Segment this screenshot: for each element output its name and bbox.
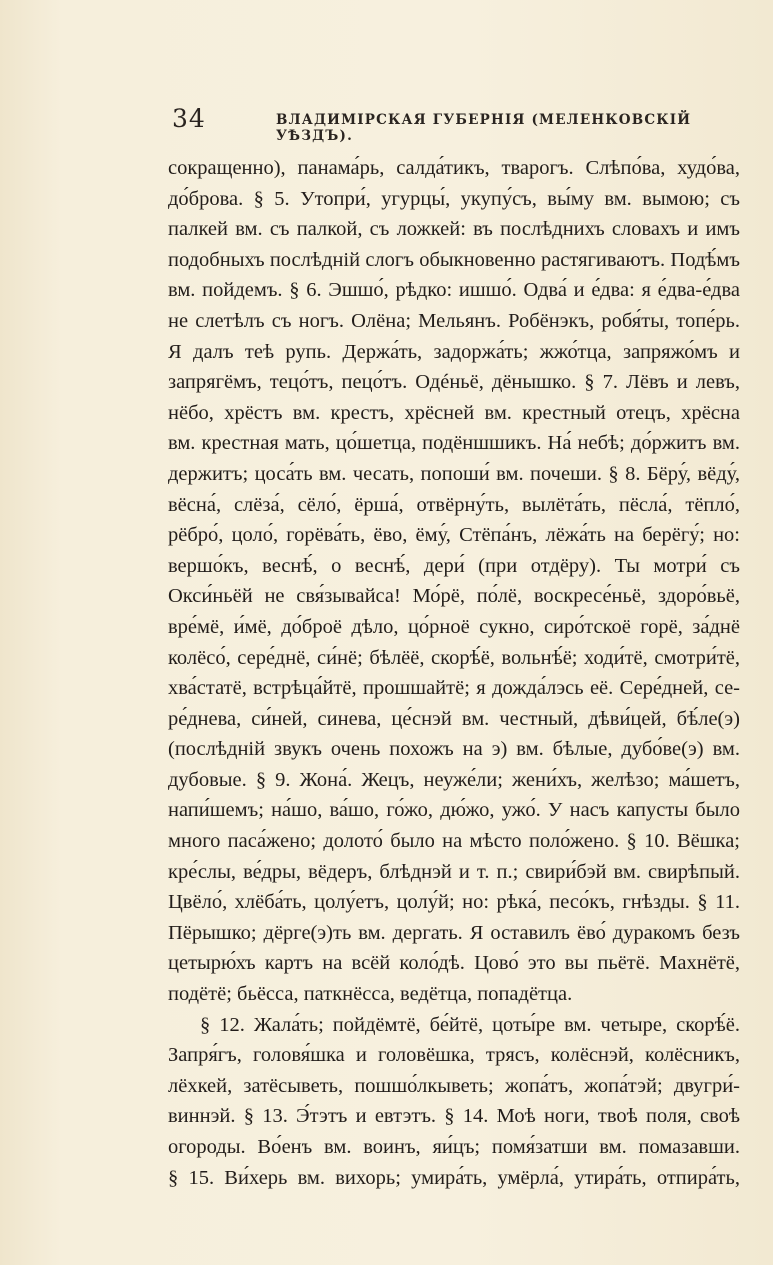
text-line: виннэй. § 13. Э́тэтъ и евтэтъ. § 14. Моѣ ноги, твоѣ поля, своѣ: [168, 1105, 740, 1128]
text-line: Окси́ньёй не свя́зывайса! Мо́рё, по́лё, воскресе́ньё, здоро́вьё,: [168, 585, 740, 608]
page-header: [168, 104, 738, 144]
paragraph-1: [168, 153, 740, 1010]
text-line: сокращенно), панама́рь, салда́тикъ, тварогъ. Слѣпо́ва, худо́ва,: [168, 157, 740, 179]
paragraph-2: [168, 1010, 740, 1194]
text-line: колёсо́, сере́днё, си́нё; бѣлёё, скорѣ́ё, вольнѣ́ё; ходи́тё, смотри́тё,: [168, 646, 740, 669]
text-line: подобныхъ послѣдній слогъ обыкновенно растягиваютъ. Подѣ́мъ: [168, 248, 740, 271]
text-line: до́брова. § 5. Утопри́, угурцы́, укупу́съ, вы́му вм. вымою; съ: [168, 187, 740, 210]
page-number: 34: [172, 104, 206, 133]
text-line: § 12. Жала́ть; пойдёмтё, бе́йтё, цоты́ре вм. четыре, скорѣ́ё.: [200, 1013, 740, 1036]
text-line: палкей вм. съ палкой, съ ложкей: въ послѣднихъ словахъ и имъ: [168, 218, 740, 241]
body-text: [168, 153, 740, 1193]
text-line: огороды. Во́енъ вм. воинъ, яи́цъ; помя́затши вм. помазавши.: [168, 1136, 740, 1158]
text-line: (послѣдній звукъ очень похожъ на э) вм. бѣлые, дубо́ве(э) вм.: [168, 738, 740, 761]
text-line: лёхкей, затёсыветь, пошшо́лкыветь; жопа́тъ, жопа́тэй; двугри́-: [168, 1074, 740, 1097]
text-line: вм. пойдемъ. § 6. Эшшо́, рѣдко: ишшо́. Одва́ и е́два: я е́два-е́два: [168, 279, 740, 302]
text-line: Запря́гъ, головя́шка и головёшка, трясъ, колёснэй, колёсникъ,: [168, 1044, 740, 1067]
text-line: Пёрышко; дёрге(э)ть вм. дергать. Я оставилъ ёво́ дуракомъ безъ: [168, 921, 740, 944]
text-line: вм. крестная мать, цо́шетца, подёншшикъ. На́ небѣ; до́ржитъ вм.: [168, 432, 740, 455]
text-line: запрягёмъ, тецо́тъ, пецо́тъ. Одéньё, дёнышко. § 7. Лёвъ и левъ,: [168, 371, 740, 394]
text-line: напи́шемъ; на́шо, ва́шо, го́жо, дю́жо, ужо́. У насъ капусты было: [168, 799, 740, 822]
text-line: подётё; бьёсса, паткнёсса, ведётца, попадётца.: [168, 983, 573, 1006]
running-title: ВЛАДИМІРСКАЯ ГУБЕРНІЯ (МЕЛЕНКОВСКІЙ УѢЗДЪ).: [276, 112, 692, 144]
text-line: хва́статё, встрѣца́йтё, прошшайтё; я дожда́лэсь её. Сере́дней, се-: [168, 677, 740, 700]
text-line: § 15. Ви́херь вм. вихорь; умира́ть, умёрла́, утира́ть, отпира́ть,: [168, 1166, 740, 1189]
text-line: рёбро́, цоло́, горёва́ть, ёво, ёму́, Стёпа́нъ, лёжа́ть на берёгу́; но:: [168, 524, 740, 547]
text-line: Цвёло́, хлёба́ть, цолу́етъ, цолу́й; но: рѣка́, песо́къ, гнѣзды. § 11.: [168, 891, 740, 914]
text-line: Я далъ теѣ рупь. Держа́ть, задоржа́ть; жжо́тца, запряжо́мъ и: [168, 340, 740, 363]
text-line: держитъ; цоса́ть вм. чесать, попоши́ вм. почеши. § 8. Бёру́, вёду́,: [168, 462, 740, 485]
text-line: ре́днева, си́ней, синева, це́снэй вм. честный, дѣви́цей, бѣ́ле(э): [168, 707, 740, 730]
text-line: цетырю́хъ картъ на всёй коло́дѣ. Цово́ это вы пьётё. Махнётё,: [168, 952, 740, 975]
text-line: вёсна́, слёза́, сёло́, ёрша́, отвёрну́ть, вылёта́ть, пёсла́, тёпло́,: [168, 493, 740, 516]
text-line: дубовые. § 9. Жона́. Жецъ, неуже́ли; жени́хъ, желѣзо; ма́шетъ,: [168, 768, 740, 791]
text-line: кре́слы, ве́дры, вёдеръ, блѣднэй и т. п.; свири́бэй вм. свирѣпый.: [168, 860, 740, 883]
text-line: не слетѣлъ съ ногъ. Олёна; Мельянъ. Робёнэкъ, робя́ты, топе́рь.: [168, 309, 740, 332]
text-line: много паса́жено; долото́ было на мѣсто поло́жено. § 10. Вёшка;: [168, 830, 740, 853]
text-line: вре́мё, и́мё, до́броё дѣло, цо́рноё сукно, сиро́тскоё горё, за́днё: [168, 615, 740, 638]
text-line: нёбо, хрёстъ вм. крестъ, хрёсней вм. крестный отецъ, хрёсна: [168, 401, 740, 424]
text-line: вершо́къ, веснѣ́, о веснѣ́, дери́ (при отдёру). Ты мотри́ съ: [168, 554, 740, 577]
